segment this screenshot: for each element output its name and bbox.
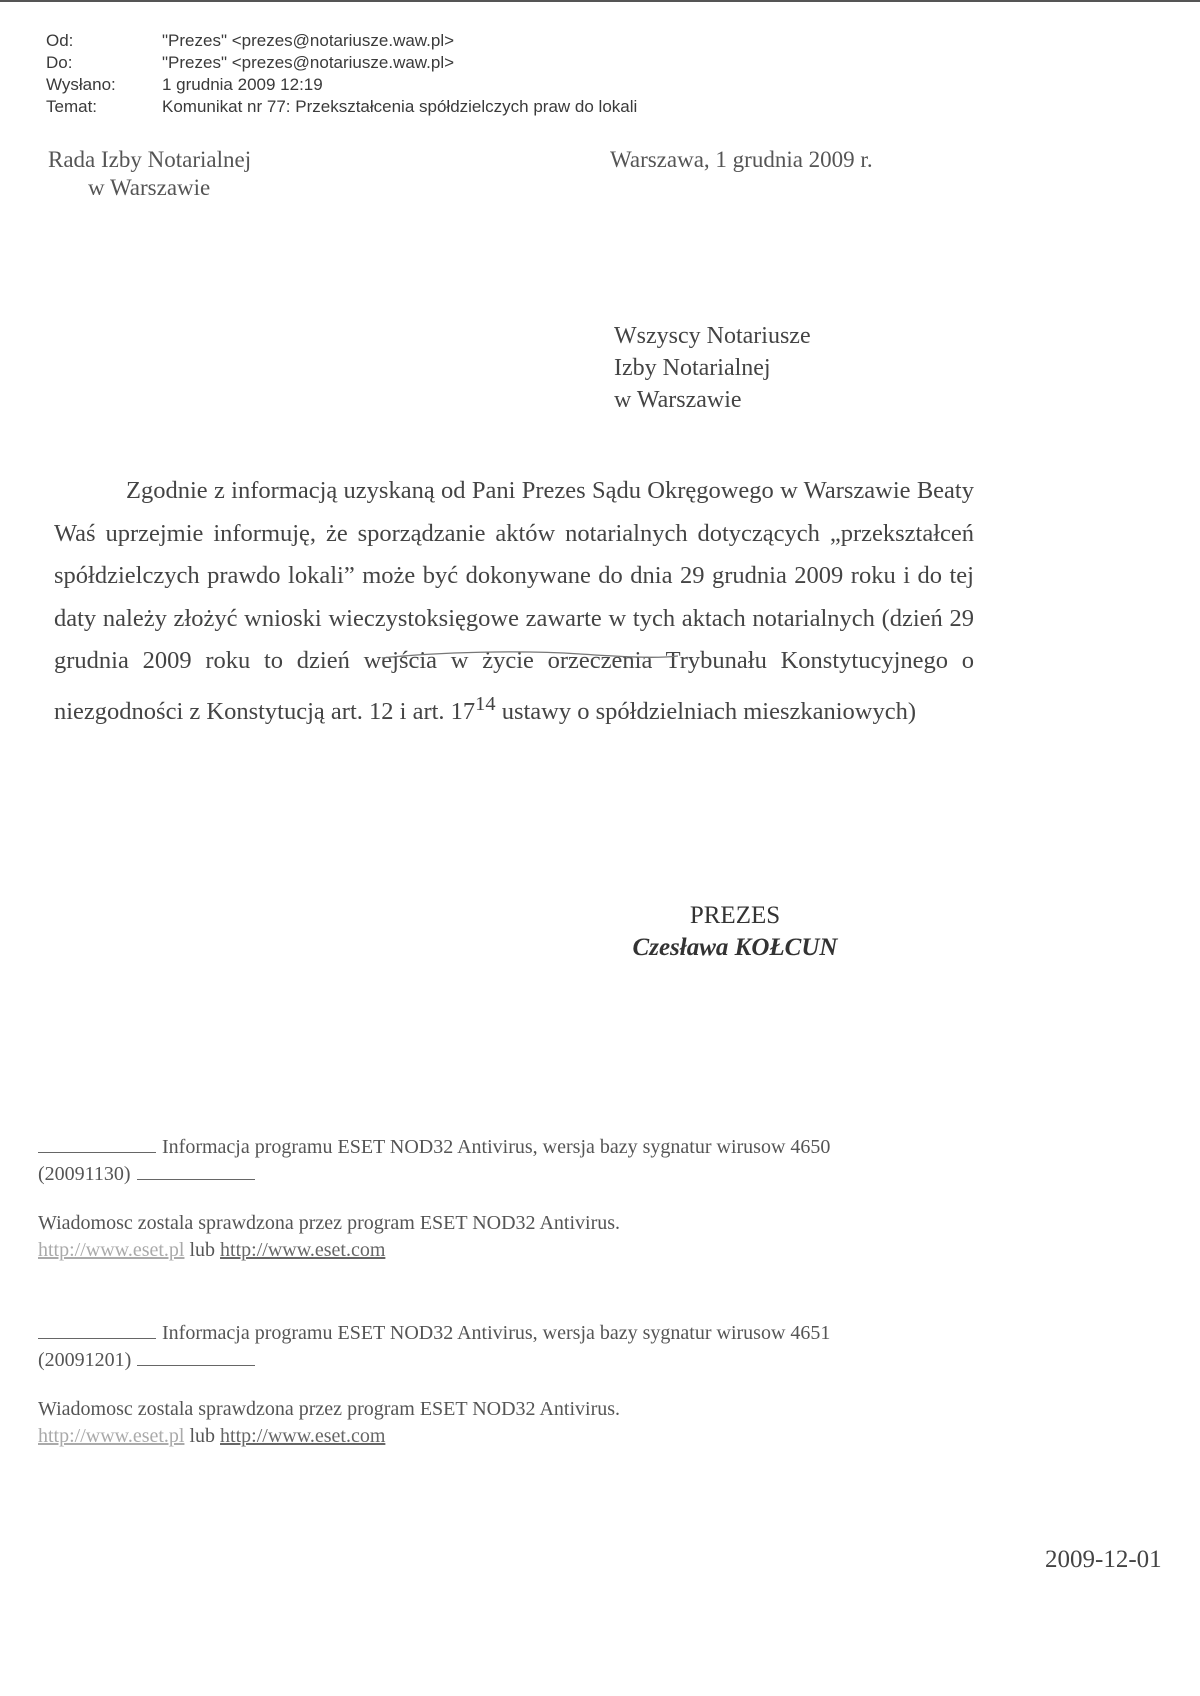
recipient-line-2: Izby Notarialnej [614,355,771,381]
eset-build-line [38,1347,998,1374]
eset-dash-right [137,1347,255,1366]
eset-build-number: (20091130) [38,1163,131,1185]
email-header [46,30,637,118]
sender-line-1: Rada Izby Notarialnej [48,147,252,172]
email-sent-value: 1 grudnia 2009 12:19 [162,75,323,94]
body-text-part-2: ustawy o spółdzielniach mieszkaniowych) [495,697,917,725]
recipient-line-3: w Warszawie [614,387,742,413]
eset-link-com[interactable]: http://www.eset.com [220,1425,386,1447]
email-subject-row [46,96,637,118]
signature-title: PREZES [689,902,781,929]
eset-info-text: Informacja programu ESET NOD32 Antivirus, wersja bazy sygnatur wirusow 4651 [162,1322,831,1344]
email-to-value: "Prezes" <prezes@notariusze.waw.pl> [162,53,455,72]
handwritten-underline [380,648,680,662]
letter-date: Warszawa, 1 grudnia 2009 r. [610,147,873,172]
email-from-label: Od: [46,31,74,50]
eset-info-text: Informacja programu ESET NOD32 Antivirus, wersja bazy sygnatur wirusow 4650 [162,1136,831,1158]
eset-notice-2 [38,1320,998,1450]
eset-build-number: (20091201) [38,1349,132,1371]
email-sent-row [46,74,637,96]
sender-line-2: w Warszawie [88,175,211,200]
eset-spacer [38,1188,998,1210]
top-rule [0,0,1200,2]
eset-links-line [38,1423,998,1450]
recipient-block [614,320,811,416]
eset-links-line [38,1237,998,1264]
email-subject-label: Temat: [46,97,98,116]
signature-block [600,900,870,964]
body-text-part-1: Zgodnie z informacją uzyskaną od Pani Prezes Sądu Okręgowego w Warszawie Beaty Waś uprzejmie informuję, że sporządzanie aktów notarialnych dotyczących „przekształceń spółdzielczych prawdo lokali” może być dokonywane do dnia 29 grudnia 2009 roku i do tej daty należy złożyć wnioski wieczystoksięgowe zawarte w tych aktach notarialnych (dzień 29 grudnia 2009 roku to dzień wejścia w życie orzeczenia Trybunału Konstytucyjnego o niezgodności z Konstytucją art. 12 i art. 17 [54,477,974,725]
eset-dash-left [38,1320,156,1339]
eset-dash-left [38,1134,156,1153]
eset-build-line [38,1161,998,1188]
eset-dash-right [137,1161,255,1180]
email-from-value: "Prezes" <prezes@notariusze.waw.pl> [162,31,455,50]
email-from-row [46,30,637,52]
signature-name: Czesława KOŁCUN [632,934,838,961]
letter-body [54,470,974,733]
eset-info-line [38,1134,998,1161]
email-to-label: Do: [46,53,73,72]
email-subject-value: Komunikat nr 77: Przekształcenia spółdzielczych praw do lokali [162,97,638,116]
email-sent-label: Wysłano: [46,75,116,94]
recipient-line-1: Wszyscy Notariusze [614,323,811,349]
body-superscript: 14 [475,692,496,715]
printed-date: 2009-12-01 [1045,1546,1162,1573]
email-to-row [46,52,637,74]
eset-spacer [38,1374,998,1396]
eset-link-pl[interactable]: http://www.eset.pl [38,1425,185,1447]
eset-or-word: lub [189,1239,216,1261]
eset-link-pl[interactable]: http://www.eset.pl [38,1239,185,1261]
eset-checked-text: Wiadomosc zostala sprawdzona przez program ESET NOD32 Antivirus. [38,1398,621,1420]
sender-block [48,146,251,202]
eset-info-line [38,1320,998,1347]
eset-or-word: lub [189,1425,216,1447]
eset-link-com[interactable]: http://www.eset.com [220,1239,386,1261]
eset-checked-text: Wiadomosc zostala sprawdzona przez program ESET NOD32 Antivirus. [38,1212,621,1234]
eset-notice-1 [38,1134,998,1264]
